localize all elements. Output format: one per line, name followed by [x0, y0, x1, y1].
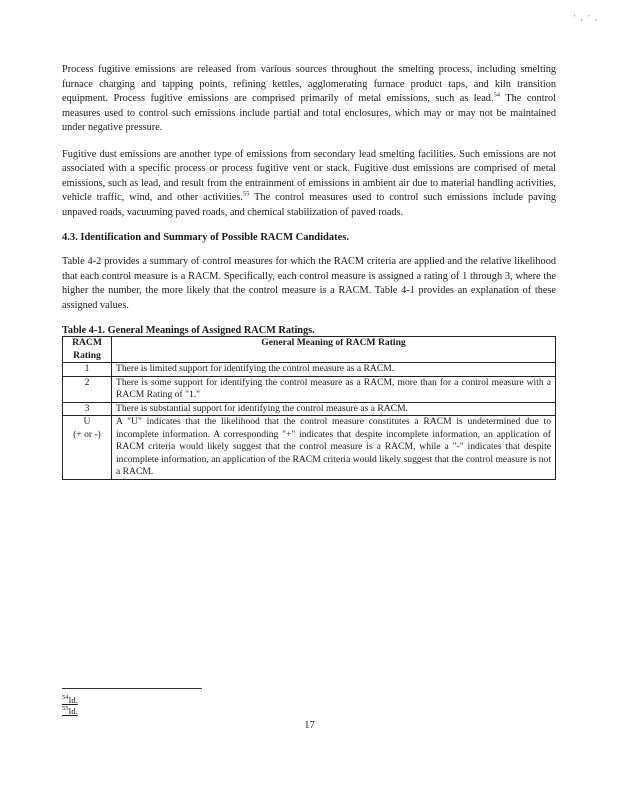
section-heading: 4.3. Identification and Summary of Possible RACM Candidates. [62, 232, 350, 243]
paragraph-process-fugitive [62, 63, 556, 136]
table-row [63, 363, 556, 377]
page-corner-mark: ' , ' , [573, 14, 599, 22]
footnote-number: 55 [62, 704, 69, 712]
meaning-cell: There is limited support for identifying the control measure as a RACM. [112, 363, 556, 377]
table-row [63, 376, 556, 402]
paragraph-table-intro: Table 4-2 provides a summary of control measures for which the RACM criteria are applied and the relative likelihood that each control measure is a RACM. Specifically, each control measure is assigned a rating of 1 through 3, where the higher the number, the more likely that the control measure is a RACM. Table 4-1 provides an explanation of these assigned values. [62, 256, 556, 311]
rating-cell: U (+ or -) [63, 416, 112, 480]
footnote-55 [62, 706, 556, 717]
footnote-54 [62, 695, 556, 706]
header-meaning: General Meaning of RACM Rating [112, 337, 556, 363]
page-number: 17 [304, 720, 315, 731]
meaning-cell: There is substantial support for identifying the control measure as a RACM. [112, 402, 556, 416]
footnote-number: 54 [62, 694, 69, 702]
paragraph-text: The control measures used to control such emissions include partial and total enclosures, which may or may not be maintained under negative pressure. [62, 93, 557, 133]
footnote-text: Id. [68, 695, 78, 705]
table-row [63, 416, 556, 480]
rating-cell: 1 [63, 363, 112, 377]
table-caption: Table 4-1. General Meanings of Assigned RACM Ratings. [62, 325, 315, 336]
header-rating: RACM Rating [63, 337, 112, 363]
rating-cell: 3 [63, 402, 112, 416]
meaning-cell: A "U" indicates that the likelihood that the control measure constitutes a RACM is undetermined due to incomplete information. A corresponding "+" indicates that despite incomplete information, an application of RACM criteria would likely suggest that the control measure is a RACM, while a "-" indicates that despite incomplete information, an application of the RACM criteria would likely suggest that the control measure is not a RACM. [112, 416, 556, 480]
racm-ratings-table [62, 336, 556, 480]
meaning-cell: There is some support for identifying the control measure as a RACM, more than for a control measure with a RACM Rating of "1." [112, 376, 556, 402]
footnote-divider [62, 688, 202, 689]
rating-cell: 2 [63, 376, 112, 402]
paragraph-text: The control measures used to control such emissions include paving unpaved roads, vacuuming paved roads, and chemical stabilization of paved roads. [62, 192, 557, 218]
footnote-ref: 55 [242, 190, 250, 198]
footnotes [62, 688, 556, 716]
footnote-ref: 54 [493, 91, 501, 99]
footnote-text: Id. [68, 705, 78, 716]
paragraph-text: Process fugitive emissions are released from various sources throughout the smelting process, including smelting furnace charging and tapping points, refining kettles, agglomerating furnace product taps, and kiln transition equipment. Process fugitive emissions are comprised primarily of metal emissions, such as lead. [62, 64, 556, 104]
table-row [63, 402, 556, 416]
table-header-row [63, 337, 556, 363]
document-body [62, 63, 556, 480]
paragraph-fugitive-dust [62, 148, 556, 221]
paragraph-text: Fugitive dust emissions are another type of emissions from secondary lead smelting facilities. Such emissions are not associated with a specific process or process fugitive vent or stack. Fugitive dust emissions are comprised of metal emissions, such as lead, and result from the entrainment of emissions in ambient air due to material handling activities, vehicle traffic, wind, and other activities. [62, 148, 556, 203]
